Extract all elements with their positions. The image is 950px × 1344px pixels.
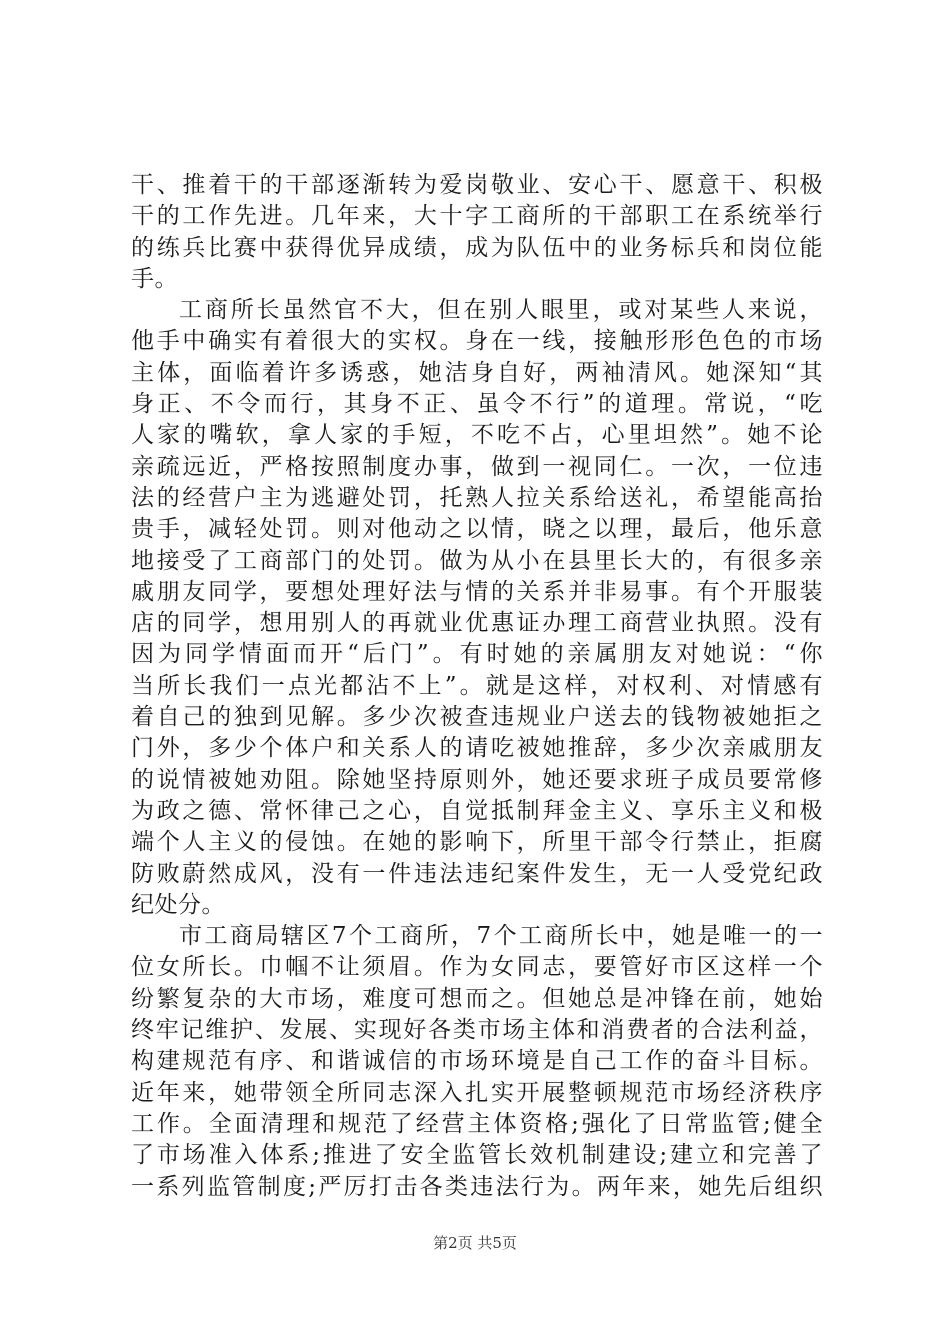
text-line: 端个人主义的侵蚀。在她的影响下，所里干部令行禁止，拒腐 <box>131 829 823 856</box>
text-line: 干的工作先进。几年来，大十字工商所的干部职工在系统举行 <box>131 203 823 230</box>
text-line: 了市场准入体系;推进了安全监管长效机制建设;建立和完善了 <box>131 1142 823 1169</box>
body-text <box>131 170 823 1203</box>
text-line: 店的同学，想用别人的再就业优惠证办理工商营业执照。没有 <box>131 610 823 637</box>
text-line: 一系列监管制度;严厉打击各类违法行为。两年来，她先后组织 <box>131 1173 823 1200</box>
text-line: 位女所长。巾帼不让须眉。作为女同志，要管好市区这样一个 <box>131 954 823 981</box>
text-line: 干、推着干的干部逐渐转为爱岗敬业、安心干、愿意干、积极 <box>131 172 823 198</box>
text-line: 为政之德、常怀律己之心，自觉抵制拜金主义、享乐主义和极 <box>131 797 823 824</box>
text-line: 的说情被她劝阻。除她坚持原则外，她还要求班子成员要常修 <box>131 766 823 793</box>
text-line: 身正、不令而行，其身不正、虽令不行”的道理。常说，“吃 <box>131 391 823 418</box>
text-line: 法的经营户主为逃避处罚，托熟人拉关系给送礼，希望能高抬 <box>131 484 823 511</box>
text-line: 门外，多少个体户和关系人的请吃被她推辞，多少次亲戚朋友 <box>131 735 823 762</box>
text-line: 地接受了工商部门的处罚。做为从小在县里长大的，有很多亲 <box>131 547 823 574</box>
text-line: 防败蔚然成风，没有一件违法违纪案件发生，无一人受党纪政 <box>131 860 823 887</box>
text-line: 市工商局辖区7个工商所，7个工商所长中，她是唯一的一 <box>179 923 823 950</box>
text-line: 着自己的独到见解。多少次被查违规业户送去的钱物被她拒之 <box>131 704 823 731</box>
text-line: 的练兵比赛中获得优异成绩，成为队伍中的业务标兵和岗位能 <box>131 234 823 261</box>
text-line: 纷繁复杂的大市场，难度可想而之。但她总是冲锋在前，她始 <box>131 985 823 1012</box>
text-line: 因为同学情面而开“后门”。有时她的亲属朋友对她说：“你 <box>131 641 823 668</box>
text-line: 构建规范有序、和谐诚信的市场环境是自己工作的奋斗目标。 <box>131 1048 823 1075</box>
text-line: 戚朋友同学，要想处理好法与情的关系并非易事。有个开服装 <box>131 578 823 605</box>
text-line: 近年来，她带领全所同志深入扎实开展整顿规范市场经济秩序 <box>131 1079 823 1106</box>
text-line: 纪处分。 <box>131 891 225 918</box>
text-line: 手。 <box>131 265 178 292</box>
text-line: 工作。全面清理和规范了经营主体资格;强化了日常监管;健全 <box>131 1110 823 1137</box>
text-line: 他手中确实有着很大的实权。身在一线，接触形形色色的市场 <box>131 328 823 355</box>
text-line: 贵手，减轻处罚。则对他动之以情，晓之以理，最后，他乐意 <box>131 516 823 543</box>
text-line: 主体，面临着许多诱惑，她洁身自好，两袖清风。她深知“其 <box>131 359 823 386</box>
text-line: 人家的嘴软，拿人家的手短，不吃不占，心里坦然”。她不论 <box>131 422 823 449</box>
text-line: 当所长我们一点光都沾不上”。就是这样，对权利、对情感有 <box>131 672 823 699</box>
text-line: 亲疏远近，严格按照制度办事，做到一视同仁。一次，一位违 <box>131 453 823 480</box>
text-line: 工商所长虽然官不大，但在别人眼里，或对某些人来说， <box>179 297 823 324</box>
text-line: 终牢记维护、发展、实现好各类市场主体和消费者的合法利益， <box>131 1017 823 1044</box>
page-footer: 第2页 共5页 <box>433 1234 517 1252</box>
